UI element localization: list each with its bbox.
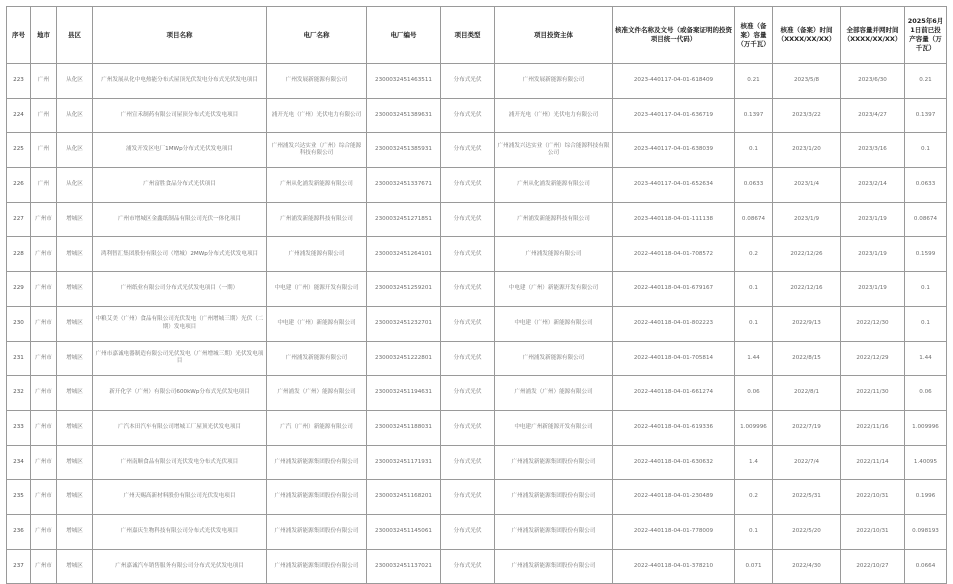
header-city: 地市 [31, 7, 57, 64]
cell-district: 增城区 [57, 202, 93, 237]
cell-grid-date: 2022/10/31 [841, 480, 905, 515]
cell-investor: 广州浦发新能源科技有限公司 [495, 202, 613, 237]
cell-city: 广州 [31, 64, 57, 99]
cell-grid-date: 2023/6/30 [841, 64, 905, 99]
cell-approval-date: 2022/5/31 [773, 480, 841, 515]
cell-city: 广州市 [31, 410, 57, 445]
cell-plant-id: 2300032451463511 [367, 64, 441, 99]
cell-district: 从化区 [57, 133, 93, 168]
cell-approval-doc: 2022-440118-04-01-708572 [613, 237, 735, 272]
cell-investor: 中电建（广州）新能源开发有限公司 [495, 272, 613, 307]
cell-plant-id: 2300032451385931 [367, 133, 441, 168]
cell-project-name: 广州天赐高新材料股份有限公司光伏发电项目 [93, 480, 267, 515]
table-row [7, 133, 947, 168]
cell-seq: 233 [7, 410, 31, 445]
cell-plant-name: 广州浦发新能源有限公司 [267, 341, 367, 376]
cell-operating-capacity: 0.1397 [905, 98, 947, 133]
cell-investor: 广州浦发（广州）能源有限公司 [495, 376, 613, 411]
cell-project-type: 分布式光伏 [441, 133, 495, 168]
cell-plant-name: 广州浦发新能源集团股份有限公司 [267, 480, 367, 515]
table-row [7, 445, 947, 480]
cell-project-type: 分布式光伏 [441, 98, 495, 133]
cell-approval-date: 2023/3/22 [773, 98, 841, 133]
cell-grid-date: 2022/10/31 [841, 514, 905, 549]
cell-plant-name: 中电建（广州）新能源有限公司 [267, 306, 367, 341]
cell-investor: 广州浦发新能源集团股份有限公司 [495, 514, 613, 549]
cell-grid-date: 2023/1/19 [841, 237, 905, 272]
cell-approval-doc: 2022-440118-04-01-802223 [613, 306, 735, 341]
table-row [7, 341, 947, 376]
cell-investor: 广州浦发新能源集团股份有限公司 [495, 445, 613, 480]
cell-operating-capacity: 0.1 [905, 272, 947, 307]
cell-grid-date: 2022/11/16 [841, 410, 905, 445]
cell-plant-id: 2300032451222801 [367, 341, 441, 376]
table-row [7, 376, 947, 411]
cell-approved-capacity: 0.21 [735, 64, 773, 99]
cell-approval-date: 2022/8/15 [773, 341, 841, 376]
cell-approval-doc: 2022-440118-04-01-619336 [613, 410, 735, 445]
cell-plant-name: 广州发展新能源有限公司 [267, 64, 367, 99]
project-table-sheet [6, 6, 946, 574]
cell-project-type: 分布式光伏 [441, 514, 495, 549]
cell-approval-doc: 2022-440118-04-01-705814 [613, 341, 735, 376]
cell-approval-doc: 2022-440118-04-01-778009 [613, 514, 735, 549]
table-row [7, 237, 947, 272]
cell-project-name: 广汽本田汽车有限公司增城工厂屋顶光伏发电项目 [93, 410, 267, 445]
cell-approval-date: 2023/1/20 [773, 133, 841, 168]
cell-operating-capacity: 0.1 [905, 306, 947, 341]
cell-approval-doc: 2023-440117-04-01-636719 [613, 98, 735, 133]
cell-approval-date: 2022/8/1 [773, 376, 841, 411]
cell-plant-id: 2300032451137021 [367, 549, 441, 584]
cell-grid-date: 2022/12/29 [841, 341, 905, 376]
table-row [7, 202, 947, 237]
cell-approval-date: 2022/7/19 [773, 410, 841, 445]
cell-operating-capacity: 1.44 [905, 341, 947, 376]
project-table [6, 6, 947, 584]
cell-project-type: 分布式光伏 [441, 202, 495, 237]
cell-investor: 广州浦发能源有限公司 [495, 237, 613, 272]
cell-operating-capacity: 0.1996 [905, 480, 947, 515]
cell-approval-date: 2023/5/8 [773, 64, 841, 99]
cell-seq: 234 [7, 445, 31, 480]
cell-approval-doc: 2023-440117-04-01-638039 [613, 133, 735, 168]
cell-seq: 235 [7, 480, 31, 515]
cell-district: 增城区 [57, 306, 93, 341]
cell-plant-id: 2300032451171931 [367, 445, 441, 480]
cell-project-name: 广州富胜食品分布式光伏项目 [93, 168, 267, 203]
table-row [7, 98, 947, 133]
cell-grid-date: 2023/1/19 [841, 202, 905, 237]
cell-project-name: 广州南顺食品有限公司光伏发电分布式光伏项目 [93, 445, 267, 480]
cell-approved-capacity: 0.06 [735, 376, 773, 411]
cell-district: 增城区 [57, 445, 93, 480]
cell-investor: 中电建（广州）新能源有限公司 [495, 306, 613, 341]
cell-city: 广州市 [31, 202, 57, 237]
cell-approved-capacity: 1.44 [735, 341, 773, 376]
cell-approval-doc: 2023-440117-04-01-652634 [613, 168, 735, 203]
cell-approval-doc: 2022-440118-04-01-661274 [613, 376, 735, 411]
cell-approved-capacity: 0.1 [735, 133, 773, 168]
cell-approval-date: 2022/12/16 [773, 272, 841, 307]
cell-seq: 231 [7, 341, 31, 376]
cell-project-name: 广州市嘉诚电器制造有限公司光伏发电（广州增城三期）光伏发电项目 [93, 341, 267, 376]
cell-project-name: 广州嘉诚汽车销售服务有限公司分布式光伏发电项目 [93, 549, 267, 584]
cell-operating-capacity: 0.08674 [905, 202, 947, 237]
cell-approved-capacity: 0.2 [735, 480, 773, 515]
cell-approved-capacity: 0.071 [735, 549, 773, 584]
cell-city: 广州市 [31, 514, 57, 549]
cell-approval-date: 2023/1/4 [773, 168, 841, 203]
cell-plant-name: 广州浦发新能源集团股份有限公司 [267, 445, 367, 480]
cell-plant-name: 广州浦发能源有限公司 [267, 237, 367, 272]
cell-operating-capacity: 0.0633 [905, 168, 947, 203]
cell-approval-date: 2022/9/13 [773, 306, 841, 341]
cell-city: 广州 [31, 98, 57, 133]
cell-approved-capacity: 0.1 [735, 514, 773, 549]
cell-grid-date: 2022/10/27 [841, 549, 905, 584]
cell-project-name: 新开化学（广州）有限公司600kWp分布式光伏发电项目 [93, 376, 267, 411]
cell-plant-id: 2300032451259201 [367, 272, 441, 307]
header-project-type: 项目类型 [441, 7, 495, 64]
cell-seq: 230 [7, 306, 31, 341]
header-operating-capacity: 2025年6月1日前已投产容量（万千瓦） [905, 7, 947, 64]
cell-project-type: 分布式光伏 [441, 272, 495, 307]
cell-operating-capacity: 1.40095 [905, 445, 947, 480]
cell-project-type: 分布式光伏 [441, 168, 495, 203]
cell-district: 增城区 [57, 514, 93, 549]
cell-project-name: 广州市增城区金鑫纸制品有限公司光伏一体化项目 [93, 202, 267, 237]
cell-plant-name: 广州从化浦发新能源有限公司 [267, 168, 367, 203]
cell-approved-capacity: 0.2 [735, 237, 773, 272]
cell-seq: 225 [7, 133, 31, 168]
cell-district: 从化区 [57, 98, 93, 133]
table-row [7, 480, 947, 515]
header-row [7, 7, 947, 64]
cell-approval-date: 2022/7/4 [773, 445, 841, 480]
cell-city: 广州市 [31, 445, 57, 480]
cell-district: 增城区 [57, 410, 93, 445]
cell-plant-id: 2300032451389631 [367, 98, 441, 133]
cell-investor: 广州浦发新能源有限公司 [495, 341, 613, 376]
cell-approval-doc: 2022-440118-04-01-378210 [613, 549, 735, 584]
cell-operating-capacity: 1.009996 [905, 410, 947, 445]
cell-investor: 浦开光电（广州）光伏电力有限公司 [495, 98, 613, 133]
cell-project-type: 分布式光伏 [441, 376, 495, 411]
cell-seq: 236 [7, 514, 31, 549]
cell-district: 从化区 [57, 168, 93, 203]
cell-grid-date: 2023/3/16 [841, 133, 905, 168]
table-body [7, 64, 947, 584]
cell-plant-name: 广州浦发兴达实业（广州）综合能源科技有限公司 [267, 133, 367, 168]
cell-plant-name: 广汽（广州）新能源有限公司 [267, 410, 367, 445]
cell-district: 增城区 [57, 272, 93, 307]
cell-project-type: 分布式光伏 [441, 410, 495, 445]
cell-plant-name: 广州浦发（广州）能源有限公司 [267, 376, 367, 411]
cell-approval-date: 2022/12/26 [773, 237, 841, 272]
cell-approval-doc: 2023-440117-04-01-618409 [613, 64, 735, 99]
cell-plant-id: 2300032451271851 [367, 202, 441, 237]
header-grid-date: 全部容量并网时间（XXXX/XX/XX） [841, 7, 905, 64]
table-header [7, 7, 947, 64]
header-approval-date: 核准（备案）时间（XXXX/XX/XX） [773, 7, 841, 64]
cell-grid-date: 2023/2/14 [841, 168, 905, 203]
cell-investor: 中电建广州新能源开发有限公司 [495, 410, 613, 445]
cell-city: 广州市 [31, 306, 57, 341]
cell-city: 广州 [31, 133, 57, 168]
cell-district: 增城区 [57, 341, 93, 376]
cell-city: 广州市 [31, 376, 57, 411]
cell-plant-id: 2300032451264101 [367, 237, 441, 272]
header-investor: 项目投资主体 [495, 7, 613, 64]
cell-project-type: 分布式光伏 [441, 341, 495, 376]
header-district: 县区 [57, 7, 93, 64]
cell-grid-date: 2022/11/14 [841, 445, 905, 480]
cell-project-name: 广州宣禾制药有限公司屋顶分布式光伏发电项目 [93, 98, 267, 133]
table-row [7, 168, 947, 203]
cell-city: 广州市 [31, 272, 57, 307]
cell-approved-capacity: 0.1 [735, 306, 773, 341]
cell-project-type: 分布式光伏 [441, 237, 495, 272]
cell-approval-date: 2022/4/30 [773, 549, 841, 584]
cell-plant-name: 浦开光电（广州）光伏电力有限公司 [267, 98, 367, 133]
cell-investor: 广州从化浦发新能源有限公司 [495, 168, 613, 203]
cell-seq: 229 [7, 272, 31, 307]
header-approved-capacity: 核准（备案）容量（万千瓦） [735, 7, 773, 64]
cell-investor: 广州浦发新能源集团股份有限公司 [495, 480, 613, 515]
cell-operating-capacity: 0.21 [905, 64, 947, 99]
cell-seq: 224 [7, 98, 31, 133]
cell-plant-id: 2300032451145061 [367, 514, 441, 549]
cell-plant-name: 广州浦发新能源科技有限公司 [267, 202, 367, 237]
table-row [7, 410, 947, 445]
cell-district: 增城区 [57, 237, 93, 272]
header-approval-doc: 核准文件名称及文号（或备案证明的投资项目统一代码） [613, 7, 735, 64]
cell-approval-doc: 2023-440118-04-01-111138 [613, 202, 735, 237]
table-row [7, 549, 947, 584]
cell-district: 增城区 [57, 549, 93, 584]
cell-project-name: 广州发展从化中电热能分布式屋顶光伏发电分布式光伏发电项目 [93, 64, 267, 99]
cell-project-type: 分布式光伏 [441, 549, 495, 584]
table-row [7, 306, 947, 341]
cell-city: 广州市 [31, 549, 57, 584]
header-project-name: 项目名称 [93, 7, 267, 64]
cell-district: 增城区 [57, 376, 93, 411]
cell-plant-name: 广州浦发新能源集团股份有限公司 [267, 514, 367, 549]
cell-seq: 223 [7, 64, 31, 99]
cell-investor: 广州浦发新能源集团股份有限公司 [495, 549, 613, 584]
cell-approved-capacity: 0.1 [735, 272, 773, 307]
table-row [7, 514, 947, 549]
cell-district: 增城区 [57, 480, 93, 515]
cell-approval-date: 2023/1/9 [773, 202, 841, 237]
table-row [7, 64, 947, 99]
cell-grid-date: 2023/4/27 [841, 98, 905, 133]
cell-seq: 237 [7, 549, 31, 584]
cell-approval-date: 2022/5/20 [773, 514, 841, 549]
cell-seq: 232 [7, 376, 31, 411]
cell-operating-capacity: 0.1 [905, 133, 947, 168]
cell-project-name: 中粮艾美（广州）食品有限公司光伏发电（广州增城三期）光伏（二期）发电项目 [93, 306, 267, 341]
cell-plant-id: 2300032451168201 [367, 480, 441, 515]
cell-plant-name: 广州浦发新能源集团股份有限公司 [267, 549, 367, 584]
cell-plant-id: 2300032451194631 [367, 376, 441, 411]
cell-investor: 广州浦发兴达实业（广州）综合能源科技有限公司 [495, 133, 613, 168]
cell-city: 广州市 [31, 480, 57, 515]
header-plant-name: 电厂名称 [267, 7, 367, 64]
cell-operating-capacity: 0.0664 [905, 549, 947, 584]
cell-plant-name: 中电建（广州）能源开发有限公司 [267, 272, 367, 307]
header-plant-id: 电厂编号 [367, 7, 441, 64]
cell-approved-capacity: 1.009996 [735, 410, 773, 445]
cell-project-type: 分布式光伏 [441, 64, 495, 99]
cell-project-name: 鸿利智汇集团股份有限公司（增城）2MWp分布式光伏发电项目 [93, 237, 267, 272]
cell-city: 广州市 [31, 237, 57, 272]
cell-seq: 227 [7, 202, 31, 237]
cell-grid-date: 2023/1/19 [841, 272, 905, 307]
cell-approval-doc: 2022-440118-04-01-230489 [613, 480, 735, 515]
cell-project-type: 分布式光伏 [441, 480, 495, 515]
cell-project-name: 浦发开发区电厂1MWp分布式光伏发电项目 [93, 133, 267, 168]
cell-project-name: 广州嘉庆生物科技有限公司分布式光伏发电项目 [93, 514, 267, 549]
cell-project-name: 广州纸业有限公司分布式光伏发电项目（一期） [93, 272, 267, 307]
cell-approval-doc: 2022-440118-04-01-679167 [613, 272, 735, 307]
cell-project-type: 分布式光伏 [441, 306, 495, 341]
cell-district: 从化区 [57, 64, 93, 99]
cell-plant-id: 2300032451188031 [367, 410, 441, 445]
cell-seq: 226 [7, 168, 31, 203]
cell-approval-doc: 2022-440118-04-01-630632 [613, 445, 735, 480]
cell-project-type: 分布式光伏 [441, 445, 495, 480]
cell-operating-capacity: 0.098193 [905, 514, 947, 549]
cell-approved-capacity: 0.1397 [735, 98, 773, 133]
cell-seq: 228 [7, 237, 31, 272]
cell-city: 广州 [31, 168, 57, 203]
cell-grid-date: 2022/12/30 [841, 306, 905, 341]
cell-plant-id: 2300032451337671 [367, 168, 441, 203]
cell-grid-date: 2022/11/30 [841, 376, 905, 411]
cell-operating-capacity: 0.06 [905, 376, 947, 411]
header-seq: 序号 [7, 7, 31, 64]
cell-approved-capacity: 0.0633 [735, 168, 773, 203]
cell-city: 广州市 [31, 341, 57, 376]
cell-operating-capacity: 0.1599 [905, 237, 947, 272]
cell-investor: 广州发展新能源有限公司 [495, 64, 613, 99]
cell-approved-capacity: 1.4 [735, 445, 773, 480]
table-row [7, 272, 947, 307]
cell-plant-id: 2300032451232701 [367, 306, 441, 341]
cell-approved-capacity: 0.08674 [735, 202, 773, 237]
